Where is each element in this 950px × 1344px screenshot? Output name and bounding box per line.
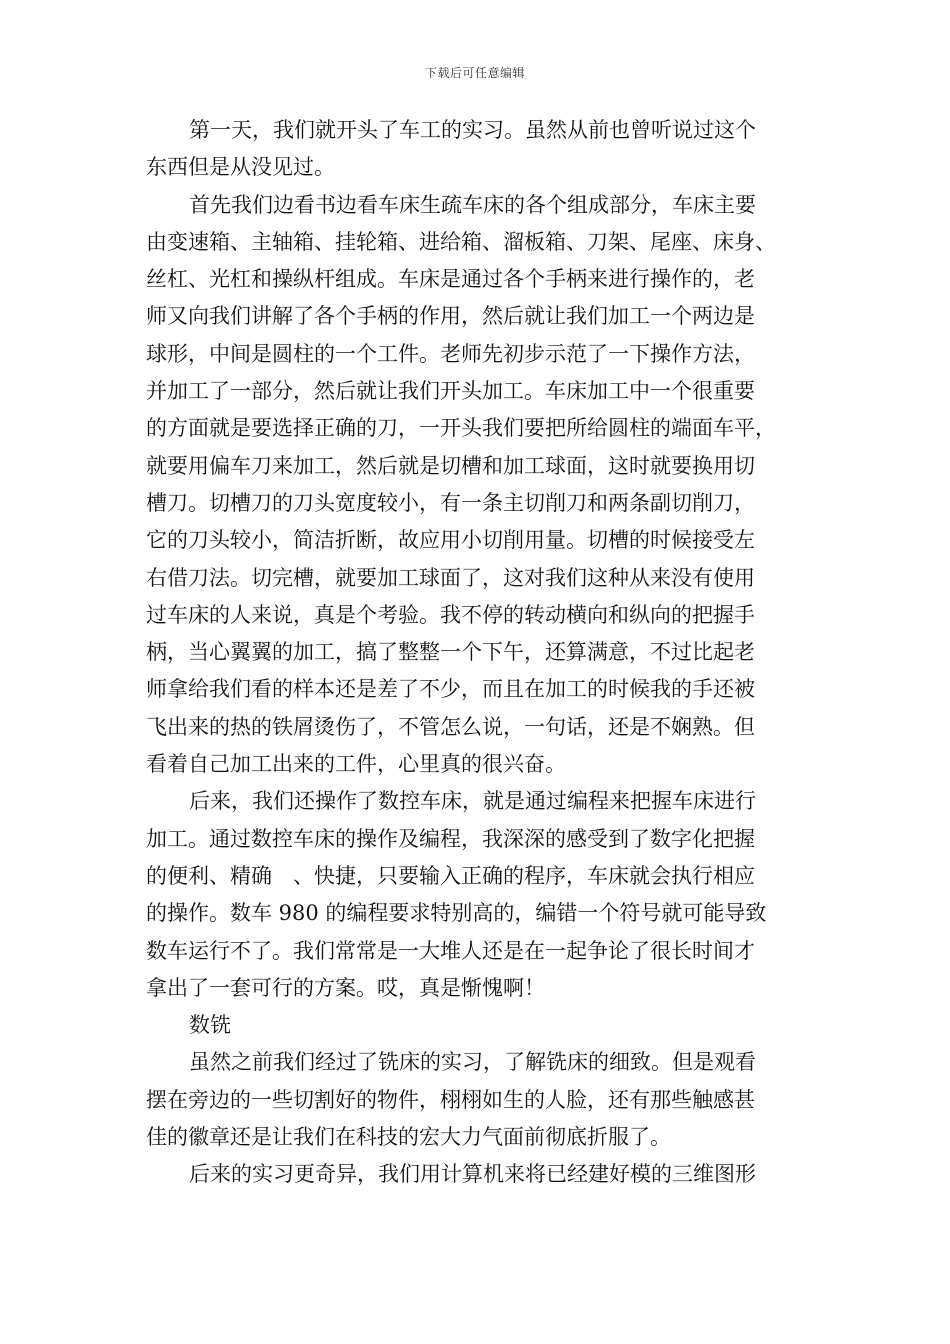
text-line: 飞出来的热的铁屑烫伤了，不管怎么说，一句话，还是不娴熟。但 — [146, 714, 755, 739]
text-line: 它的刀头较小，简洁折断，故应用小切削用量。切槽的时候接受左 — [146, 528, 755, 553]
text-line: 师又向我们讲解了各个手柄的作用，然后就让我们加工一个两边是 — [146, 304, 755, 329]
text-line: 过车床的人来说，真是个考验。我不停的转动横向和纵向的把握手 — [146, 602, 755, 627]
text-line: 师拿给我们看的样本还是差了不少，而且在加工的时候我的手还被 — [146, 677, 755, 702]
text-line: 槽刀。切槽刀的刀头宽度较小，有一条主切削刀和两条副切削刀， — [146, 490, 755, 515]
section-heading: 数铣 — [189, 1013, 231, 1038]
text-line: 由变速箱、主轴箱、挂轮箱、进给箱、溜板箱、刀架、尾座、床身、 — [146, 229, 776, 254]
text-line: 看着自己加工出来的工件，心里真的很兴奋。 — [146, 752, 566, 777]
document-body — [146, 112, 811, 1194]
text-line: 的便利、精确 、快捷，只要输入正确的程序，车床就会执行相应 — [146, 863, 755, 888]
text-line: 摆在旁边的一些切割好的物件，栩栩如生的人脸，还有那些触感甚 — [146, 1087, 755, 1112]
text-line: 拿出了一套可行的方案。哎，真是惭愧啊！ — [146, 975, 545, 1000]
text-line: 的方面就是要选择正确的刀，一开头我们要把所给圆柱的端面车平， — [146, 416, 776, 441]
text-line: 第一天，我们就开头了车工的实习。虽然从前也曾听说过这个 — [189, 118, 756, 142]
text-line: 球形，中间是圆柱的一个工件。老师先初步示范了一下操作方法， — [146, 341, 755, 366]
text-line: 首先我们边看书边看车床生疏车床的各个组成部分，车床主要 — [189, 192, 756, 217]
text-line: 右借刀法。切完槽，就要加工球面了，这对我们这种从来没有使用 — [146, 565, 755, 590]
text-line: 的操作。数车 980 的编程要求特别高的，编错一个符号就可能导致 — [146, 901, 767, 926]
text-line: 就要用偏车刀来加工，然后就是切槽和加工球面，这时就要换用切 — [146, 453, 755, 478]
text-line: 佳的徽章还是让我们在科技的宏大力气面前彻底折服了。 — [146, 1125, 671, 1150]
text-line: 后来的实习更奇异，我们用计算机来将已经建好模的三维图形 — [189, 1162, 756, 1187]
text-line: 后来，我们还操作了数控车床，就是通过编程来把握车床进行 — [189, 789, 756, 814]
text-line: 加工。通过数控车床的操作及编程，我深深的感受到了数字化把握 — [146, 826, 755, 851]
text-line: 数车运行不了。我们常常是一大堆人还是在一起争论了很长时间才 — [146, 938, 755, 963]
text-line: 并加工了一部分，然后就让我们开头加工。车床加工中一个很重要 — [146, 379, 755, 404]
text-line: 丝杠、光杠和操纵杆组成。车床是通过各个手柄来进行操作的，老 — [146, 267, 755, 292]
page-header: 下载后可任意编辑 — [424, 66, 525, 80]
text-line: 虽然之前我们经过了铣床的实习，了解铣床的细致。但是观看 — [189, 1050, 756, 1075]
text-line: 柄，当心翼翼的加工，搞了整整一个下午，还算满意，不过比起老 — [146, 640, 755, 665]
text-line: 东西但是从没见过。 — [146, 155, 335, 180]
